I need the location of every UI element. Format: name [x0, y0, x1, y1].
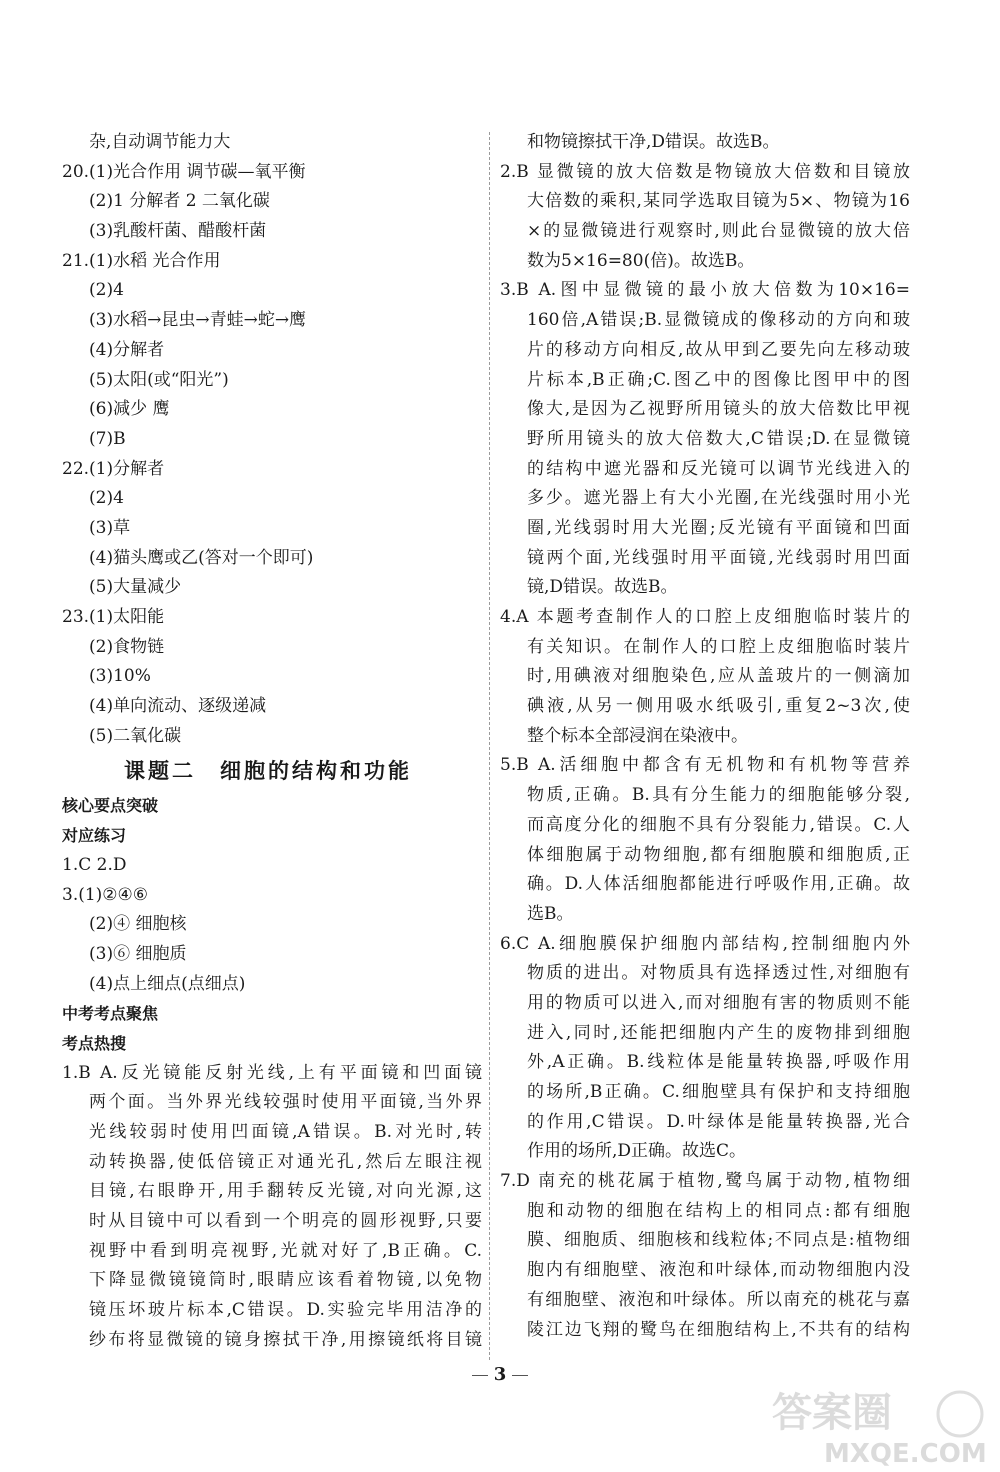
answer-line: (4)分解者 [89, 339, 165, 360]
answer-line: 像大,是因为乙视野所用镜头的放大倍数比甲视 [527, 399, 910, 420]
answer-line: ×的显微镜进行观察时,则此台显微镜的放大倍 [527, 221, 910, 242]
left-answers-cell [62, 791, 482, 1355]
answer-line: 圈,光线弱时用大光圈;反光镜有平面镜和凹面 [527, 517, 910, 538]
answer-line: 进入,同时,还能把细胞内产生的废物排到细胞 [527, 1022, 910, 1043]
answer-line: (5)大量减少 [89, 577, 182, 598]
answer-line: 选B。 [527, 903, 574, 924]
page-dash-left [472, 1375, 488, 1376]
answer-line: 23.(1)太阳能 [62, 607, 165, 627]
answer-line: 22.(1)分解者 [62, 458, 165, 479]
answer-line: (2)1 分解者 2 二氧化碳 [89, 191, 270, 212]
right-answers [500, 128, 910, 1345]
answer-line: 大倍数的乘积,某同学选取目镜为5×、物镜为16 [527, 191, 910, 212]
answer-line: 镜两个面,光线强时用平面镜,光线弱时用凹面 [527, 547, 910, 568]
answer-line: (4)单向流动、逐级递减 [89, 696, 267, 717]
subheading: 对应练习 [62, 826, 127, 846]
answer-line: 野所用镜头的放大倍数大,C错误;D.在显微镜 [527, 428, 910, 449]
watermark-logo [764, 1380, 994, 1468]
answer-line: (6)减少 鹰 [89, 399, 170, 420]
answer-line: 的结构中遮光器和反光镜可以调节光线进入的 [527, 458, 910, 479]
answer-line: (3)草 [89, 517, 131, 538]
answer-line: (3)乳酸杆菌、醋酸杆菌 [89, 221, 267, 242]
answer-line: 3.(1)②④⑥ [62, 884, 149, 905]
answer-line: (3)水稻→昆虫→青蛙→蛇→鹰 [89, 310, 307, 331]
answer-line: 4.A 本题考查制作人的口腔上皮细胞临时装片的 [500, 607, 910, 627]
answer-line: 而高度分化的细胞不具有分裂能力,错误。C.人 [527, 814, 910, 835]
answer-line: (3)⑥ 细胞质 [89, 943, 187, 964]
column-divider [489, 132, 490, 1360]
answer-line: 物质,正确。B.具有分生能力的细胞能够分裂, [527, 785, 910, 806]
answer-line: (4)点上细点(点细点) [89, 973, 246, 994]
answer-line: (7)B [89, 428, 126, 449]
left-answers-ecology [62, 128, 482, 751]
answer-line: 杂,自动调节能力大 [89, 132, 231, 152]
answer-line: 视野中看到明亮视野,光就对好了,B正确。C. [89, 1240, 482, 1261]
answer-line: 片标本,B正确;C.图乙中的图像比图甲中的图 [527, 369, 910, 390]
answer-line: 160倍,A错误;B.显微镜成的像移动的方向和玻 [527, 310, 910, 331]
answer-line: 21.(1)水稻 光合作用 [62, 250, 221, 271]
answer-line: 3.B A.图中显微镜的最小放大倍数为10×16= [500, 280, 910, 301]
subheading: 中考考点聚焦 [62, 1004, 159, 1024]
page-dash-right [512, 1375, 528, 1376]
answer-line: 7.D 南充的桃花属于植物,鹭鸟属于动物,植物细 [500, 1171, 910, 1192]
answer-line: 2.B 显微镜的放大倍数是物镜放大倍数和目镜放 [500, 161, 910, 182]
answer-line: 动转换器,使低倍镜正对通光孔,然后左眼注视 [89, 1151, 482, 1172]
answer-line: (2)④ 细胞核 [89, 914, 187, 935]
answer-line: 陵江边飞翔的鹭鸟在细胞结构上,不共有的结构 [527, 1319, 910, 1340]
answer-line: 有细胞壁、液泡和叶绿体。所以南充的桃花与嘉 [527, 1289, 910, 1310]
watermark-circle [938, 1392, 982, 1436]
answer-line: 的场所,B正确。C.细胞壁具有保护和支持细胞 [527, 1082, 910, 1102]
answer-line: 胞和动物的细胞在结构上的相同点:都有细胞 [527, 1200, 910, 1221]
subheading: 考点热搜 [62, 1033, 127, 1053]
answer-line: 整个标本全部浸润在染液中。 [527, 725, 748, 746]
answer-line: 外,A正确。B.线粒体是能量转换器,呼吸作用 [527, 1052, 910, 1073]
answer-line: 1.C 2.D [62, 854, 127, 875]
answer-line: 两个面。当外界光线较强时使用平面镜,当外界 [89, 1092, 482, 1113]
answer-line: (2)4 [89, 488, 124, 509]
answer-line: 1.B A.反光镜能反射光线,上有平面镜和凹面镜 [62, 1062, 482, 1083]
answer-line: (2)4 [89, 280, 124, 301]
answer-line: 确。D.人体活细胞都能进行呼吸作用,正确。故 [527, 874, 910, 895]
answer-line: 镜压坏玻片标本,C错误。D.实验完毕用洁净的 [89, 1300, 482, 1321]
answer-line: (4)猫头鹰或乙(答对一个即可) [89, 547, 314, 568]
answer-line: 作用的场所,D正确。故选C。 [527, 1141, 747, 1162]
page-number-text: 3 [493, 1364, 507, 1385]
answer-line: 5.B A.活细胞中都含有无机物和有机物等营养 [500, 755, 910, 776]
answer-line: 体细胞属于动物细胞,都有细胞膜和细胞质,正 [527, 844, 910, 865]
answer-line: 物质的进出。对物质具有选择透过性,对细胞有 [527, 963, 910, 984]
answer-line: 时从目镜中可以看到一个明亮的圆形视野,只要 [89, 1211, 482, 1232]
answer-line: 和物镜擦拭干净,D错误。故选B。 [527, 132, 780, 152]
answer-line: (5)二氧化碳 [89, 725, 182, 746]
answer-line: 时,用碘液对细胞染色,应从盖玻片的一侧滴加 [527, 666, 910, 687]
answer-line: (5)太阳(或“阳光”) [89, 369, 229, 390]
answer-line: 的作用,C错误。D.叶绿体是能量转换器,光合 [527, 1111, 910, 1132]
answer-line: 多少。遮光器上有大小光圈,在光线强时用小光 [527, 488, 910, 509]
answer-line: (2)食物链 [89, 636, 165, 657]
answer-line: 碘液,从另一侧用吸水纸吸引,重复2~3次,使 [527, 696, 910, 717]
subheading: 核心要点突破 [62, 796, 159, 816]
watermark-text-en: MXQE.COM [824, 1439, 987, 1468]
watermark-text-cn: 答案圈 [772, 1390, 892, 1436]
section-title: 课题二 细胞的结构和功能 [124, 759, 412, 784]
answer-line: 膜、细胞质、细胞核和线粒体;不同点是:植物细 [527, 1230, 910, 1251]
answer-line: 镜,D错误。故选B。 [527, 577, 678, 598]
answer-line: 20.(1)光合作用 调节碳—氧平衡 [62, 161, 306, 182]
right-column [500, 128, 910, 1345]
answer-line: 6.C A.细胞膜保护细胞内部结构,控制细胞内外 [500, 933, 910, 954]
answer-line: 用的物质可以进入,而对细胞有害的物质则不能 [527, 992, 910, 1013]
answer-line: 纱布将显微镜的镜身擦拭干净,用擦镜纸将目镜 [89, 1329, 482, 1350]
answer-line: 下降显微镜镜筒时,眼睛应该看着物镜,以免物 [89, 1270, 482, 1291]
answer-line: 片的移动方向相反,故从甲到乙要先向左移动玻 [527, 339, 910, 360]
answer-line: 目镜,右眼睁开,用手翻转反光镜,对向光源,这 [89, 1181, 482, 1202]
answer-line: (3)10% [89, 666, 151, 687]
left-column [62, 128, 482, 1356]
answer-line: 胞内有细胞壁、液泡和叶绿体,而动物细胞内没 [527, 1260, 910, 1281]
answer-line: 数为5×16=80(倍)。故选B。 [527, 250, 755, 271]
answer-line: 光线较弱时使用凹面镜,A错误。B.对光时,转 [89, 1122, 482, 1142]
answer-line: 有关知识。在制作人的口腔上皮细胞临时装片 [527, 636, 910, 657]
page-number [452, 1364, 548, 1385]
